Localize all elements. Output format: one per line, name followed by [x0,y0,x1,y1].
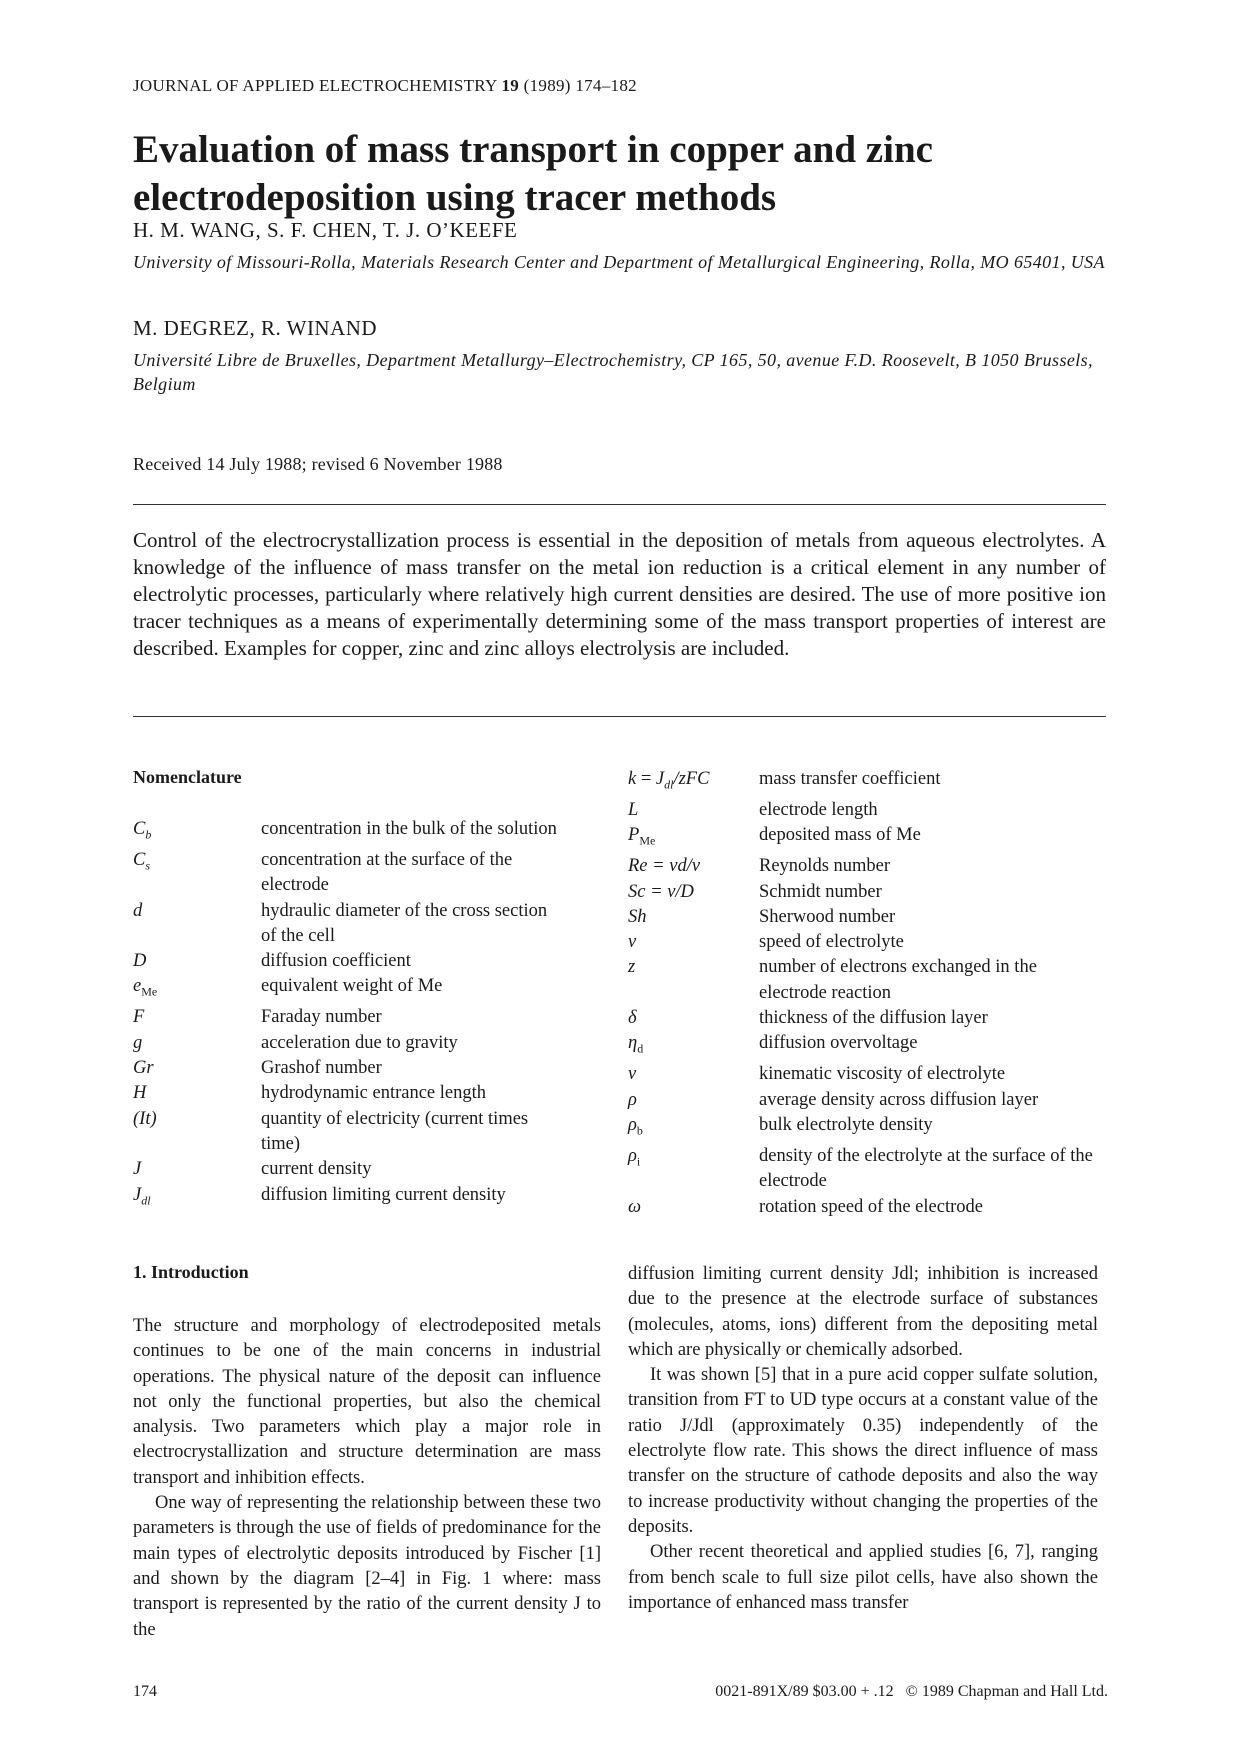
nom-row [133,1183,573,1214]
nom-definition: hydraulic diameter of the cross section of the cell [261,900,548,946]
nom-row [133,949,573,974]
paragraph: diffusion limiting current density Jdl; inhibition is increased due to the presence at the electrode surface of substances (molecules, atoms, ions) different from the depositing metal which are physically or chemically adsorbed. [628,1264,1098,1360]
nomenclature-left [133,817,573,1214]
nom-symbol: Re = vd/ν [628,856,701,877]
nom-definition: mass transfer coefficient [759,769,941,789]
paragraph: The structure and morphology of electrodeposited metals continues to be one of the main concerns in industrial operations. The physical nature of the deposit can influence not only the functional properties, but also the chemical analysis. Two parameters which play a major role in electrocrystallization and structure determination are mass transport and inhibition effects. [133,1316,601,1488]
nom-definition: rotation speed of the electrode [759,1196,983,1217]
nom-row [628,767,1108,798]
nom-symbol: z [628,957,636,978]
nom-row [628,1088,1108,1113]
nom-row [628,1031,1108,1062]
nom-definition: hydrodynamic entrance length [261,1083,486,1104]
nom-row [133,1005,573,1030]
nom-symbol: ρ [628,1089,637,1110]
nom-symbol: d [133,900,143,921]
abstract: Control of the electrocrystallization process is essential in the deposition of metals from aqueous electrolytes. A knowledge of the influence of mass transfer on the metal ion reduction is a critical element in any number of electrolytic processes, particularly where relatively high current densities are desired. The use of more positive ion tracer techniques as a means of experimentally determining some of the mass transport properties of interest are described. Examples for copper, zinc and zinc alloys electrolysis are included. [133,528,1106,660]
nom-row [628,955,1108,1006]
nom-definition: Sherwood number [759,906,896,927]
nom-row [628,1144,1108,1195]
received-dates: Received 14 July 1988; revised 6 November 1988 [133,454,503,474]
nom-symbol: δ [628,1008,637,1029]
nom-definition: speed of electrolyte [759,932,904,953]
nom-row [133,817,573,848]
paragraph: Other recent theoretical and applied studies [6, 7], ranging from bench scale to full size pilot cells, have also shown the importance of enhanced mass transfer [628,1542,1098,1613]
nom-definition: number of electrons exchanged in the electrode reaction [759,957,1037,1003]
nom-symbol: Sh [628,906,647,927]
nom-symbol: ν [628,1064,637,1085]
nom-symbol: ω [628,1196,642,1217]
body-column-left [133,1314,601,1643]
nom-symbol: $k = J_{dl}$/zFC [628,769,710,792]
nom-definition: diffusion coefficient [261,951,411,972]
nom-definition: deposited mass of Me [759,825,921,846]
article-code: 0021-891X/89 $03.00 + .12 [715,1683,894,1700]
nom-definition: Faraday number [261,1007,382,1028]
nom-symbol: v [628,932,637,953]
nom-row [133,848,573,899]
nom-definition: quantity of electricity (current times time) [261,1108,529,1154]
journal-header [133,76,637,96]
nom-row [628,798,1108,823]
nom-row [133,1107,573,1158]
nom-definition: concentration in the bulk of the solution [261,819,557,839]
nom-definition: Reynolds number [759,856,891,877]
paper-title: Evaluation of mass transport in copper and zinc electrodeposition using tracer methods [133,128,933,219]
nom-row [133,899,573,950]
nom-definition: bulk electrolyte density [759,1114,933,1135]
nom-symbol: g [133,1032,143,1053]
journal-name: JOURNAL OF APPLIED ELECTROCHEMISTRY [133,76,497,95]
nom-symbol: J [133,1159,142,1180]
nom-symbol: D [133,951,147,972]
authors-group-2: M. DEGREZ, R. WINAND [133,316,378,340]
page-number: 174 [133,1683,157,1700]
journal-year-pages: (1989) 174–182 [523,76,637,95]
nom-definition: thickness of the diffusion layer [759,1008,988,1029]
nom-row [628,1113,1108,1144]
nom-definition: electrode length [759,799,878,820]
nom-symbol: (It) [133,1108,157,1129]
journal-volume: 19 [501,76,520,95]
nom-definition: diffusion limiting current density [261,1184,506,1205]
copyright: © 1989 Chapman and Hall Ltd. [905,1683,1108,1700]
body-column-right [628,1262,1098,1616]
nom-definition: average density across diffusion layer [759,1089,1039,1110]
nom-row [628,905,1108,930]
nom-definition: concentration at the surface of the electrode [261,849,513,896]
nom-row [133,1031,573,1056]
section-heading-introduction: 1. Introduction [133,1262,249,1282]
nom-definition: current density [261,1159,372,1180]
nom-row [628,854,1108,879]
nom-symbol: $C_b$ [133,819,152,842]
affiliation-2: Université Libre de Bruxelles, Department Metallurgy–Electrochemistry, CP 165, 50, avenue F.D. Roosevelt, B 1050 Brussels, Belgium [133,350,1093,394]
nom-symbol: $\eta_d$ [628,1033,644,1057]
nom-definition: kinematic viscosity of electrolyte [759,1064,1006,1085]
nomenclature-right [628,767,1108,1220]
nom-row [133,974,573,1005]
nom-symbol: $\rho_i$ [628,1145,641,1169]
nom-symbol: L [628,799,639,820]
nom-definition: diffusion overvoltage [759,1033,918,1054]
nom-row [133,1157,573,1182]
nom-symbol: H [133,1083,147,1104]
nom-symbol: $P_{Me}$ [628,825,656,848]
paragraph: One way of representing the relationship between these two parameters is through the use of fields of predominance for the main types of electrolytic deposits introduced by Fischer [1] and shown by the diagram [2–4] in Fig. 1 where: mass transport is represented by the ratio of the current density J to the [133,1493,601,1640]
nom-row [628,1006,1108,1031]
nom-definition: acceleration due to gravity [261,1032,458,1053]
nom-definition: Grashof number [261,1058,382,1079]
nom-row [133,1056,573,1081]
nom-symbol: $J_{dl}$ [133,1184,151,1208]
paragraph: It was shown [5] that in a pure acid copper sulfate solution, transition from FT to UD type occurs at a constant value of the ratio J/Jdl (approximately 0.35) independently of the electrolyte flow rate. This shows the direct influence of mass transfer on the structure of cathode deposits and also the way to increase productivity without changing the properties of the deposits. [628,1365,1098,1537]
nom-symbol: F [133,1007,145,1028]
nom-symbol: Sc = ν/D [628,881,694,902]
nom-definition: Schmidt number [759,881,882,902]
footer-code [653,1683,1108,1701]
nom-row [628,880,1108,905]
nom-symbol: $e_{Me}$ [133,976,158,1000]
nom-symbol: Gr [133,1058,154,1079]
nom-symbol: $\rho_b$ [628,1114,643,1138]
nom-row [628,1195,1108,1220]
nomenclature-heading: Nomenclature [133,767,242,787]
nom-definition: equivalent weight of Me [261,976,443,997]
nom-row [628,930,1108,955]
authors-group-1: H. M. WANG, S. F. CHEN, T. J. O’KEEFE [133,218,518,242]
nom-definition: density of the electrolyte at the surface of the electrode [759,1145,1093,1192]
rule-top [133,504,1106,505]
nom-symbol: $C_s$ [133,849,151,873]
affiliation-1: University of Missouri-Rolla, Materials Research Center and Department of Metallurgical Engineering, Rolla, MO 65401, USA [133,252,1105,272]
rule-bottom [133,716,1106,717]
nom-row [628,823,1108,854]
nom-row [628,1062,1108,1087]
nom-row [133,1081,573,1106]
